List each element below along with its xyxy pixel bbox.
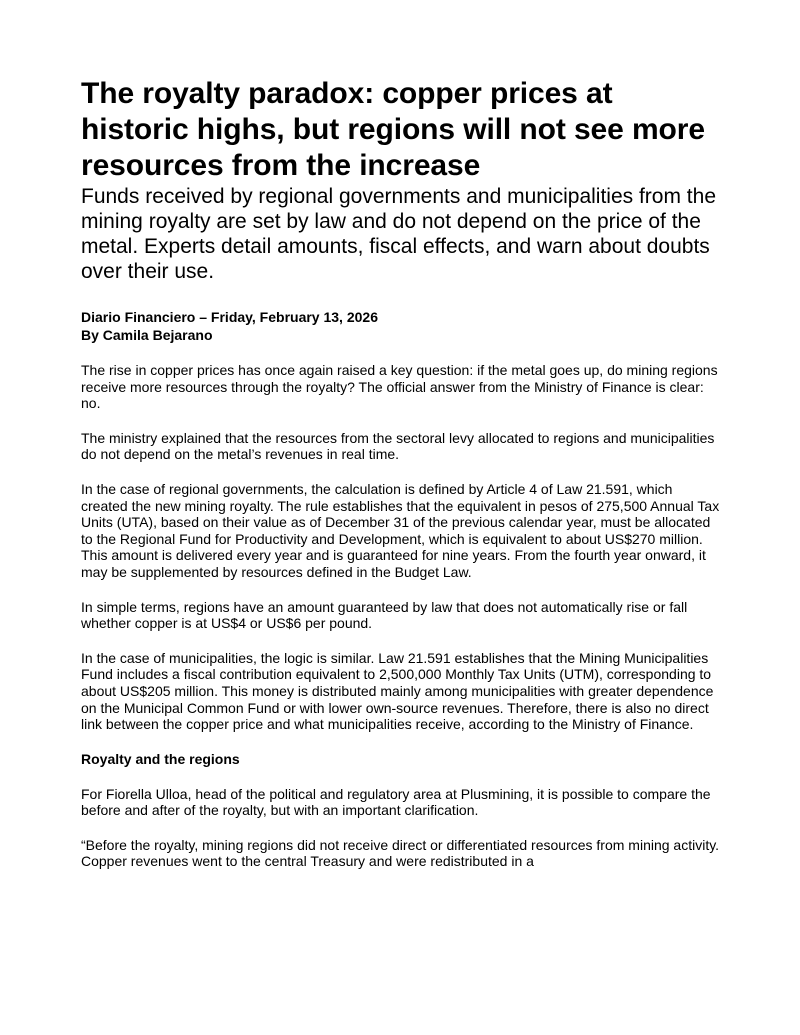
article-subtitle: Funds received by regional governments and municipalities from the mining royalty are set by law and do not depend on the price of the metal. Experts detail amounts, fiscal effects, and warn about doubts over their use. <box>81 185 716 283</box>
section-heading: Royalty and the regions <box>81 750 240 767</box>
section-paragraph-1: For Fiorella Ulloa, head of the political and regulatory area at Plusmining, it is possible to compare the before and after of the royalty, but with an important clarification. <box>81 785 711 819</box>
body-paragraph-3: In the case of regional governments, the calculation is defined by Article 4 of Law 21.591, which created the new mining royalty. The rule establishes that the equivalent in pesos of 275,500 Annual Tax Units (UTA), based on their value as of December 31 of the previous calendar year, must be allocated to the Regional Fund for Productivity and Development, which is equivalent to about US$270 million. This amount is delivered every year and is guaranteed for nine years. From the fourth year onward, it may be supplemented by resources defined in the Budget Law. <box>81 480 720 580</box>
body-paragraph-1: The rise in copper prices has once again raised a key question: if the metal goes up, do mining regions receive more resources through the royalty? The official answer from the Ministry of Finance is clear: no. <box>81 362 718 412</box>
article-byline: By Camila Bejarano <box>81 327 213 343</box>
article-title: The royalty paradox: copper prices at historic highs, but regions will not see more resources from the increase <box>81 77 705 182</box>
body-paragraph-2: The ministry explained that the resources from the sectoral levy allocated to regions and municipalities do not depend on the metal’s revenues in real time. <box>81 429 715 463</box>
section-paragraph-2: “Before the royalty, mining regions did not receive direct or differentiated resources from mining activity. Copper revenues went to the central Treasury and were redistributed in a <box>81 836 720 870</box>
article <box>81 76 721 870</box>
article-dateline: Diario Financiero – Friday, February 13, 2026 <box>81 309 378 325</box>
body-paragraph-5: In the case of municipalities, the logic is similar. Law 21.591 establishes that the Mining Municipalities Fund includes a fiscal contribution equivalent to 2,500,000 Monthly Tax Units (UTM), corresponding to about US$205 million. This money is distributed mainly among municipalities with greater dependence on the Municipal Common Fund or with lower own-source revenues. Therefore, there is also no direct link between the copper price and what municipalities receive, according to the Ministry of Finance. <box>81 649 714 733</box>
article-meta <box>81 308 721 344</box>
body-paragraph-4: In simple terms, regions have an amount guaranteed by law that does not automatically rise or fall whether copper is at US$4 or US$6 per pound. <box>81 598 688 632</box>
